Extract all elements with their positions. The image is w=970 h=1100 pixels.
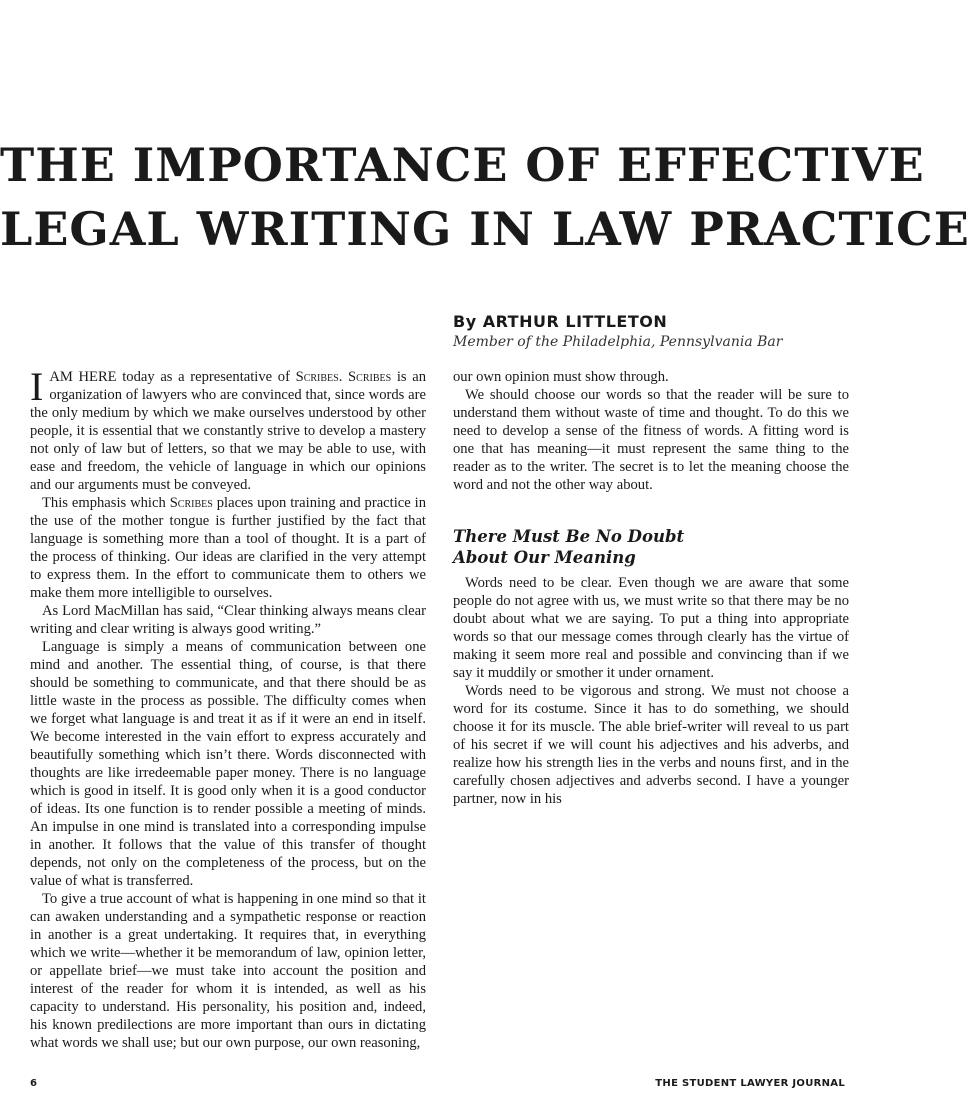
author-affiliation: Member of the Philadelphia, Pennsylvania Bar [453,334,783,350]
author-name: By ARTHUR LITTLETON [453,312,668,331]
paragraph-7: Words need to be clear. Even though we are aware that some people do not agree with us, we must write so that there may be no doubt about what we are saying. To put a thing into appropriate words so that our message comes through clearly has the virtue of making it seem more real and possible and convincing than if we say it muddily or smother it under ornament. [453,575,849,681]
paragraph-5: To give a true account of what is happening in one mind so that it can awaken understanding and a sympathetic response or reaction in another is a great undertaking. It requires that, in everything which we write—whether it be memorandum of law, opinion letter, or appellate brief—we must take into account the position and interest of the reader for whom it is intended, as well as his capacity to understand. His personality, his position and, indeed, his known predilections are more important than ours in dictating what words we shall use; but our own purpose, our own reasoning, [30,891,426,1051]
text-column-right [453,368,849,1068]
article-title-line-2: LEGAL WRITING IN LAW PRACTICE [0,202,970,256]
section-subheading [453,526,849,568]
paragraph-1-mid: . [338,369,349,385]
article-title-line-1: THE IMPORTANCE OF EFFECTIVE [0,138,925,192]
drop-cap: I [30,364,44,409]
page-number: 6 [30,1078,37,1089]
journal-name: THE STUDENT LAWYER JOURNAL [655,1078,845,1089]
paragraph-1-rest: is an organization of lawyers who are convinced that, since words are the only medium by which we make ourselves understood by other people, it is essential that we constantly strive to develop a mastery not only of law but of letters, so that we may be able to use, with ease and freedom, the vehicle of language in which our opinions and our arguments must be conveyed. [30,369,427,493]
paragraph-3: As Lord MacMillan has said, “Clear thinking always means clear writing and clear writing is always good writing.” [30,603,426,637]
paragraph-1 [30,364,427,494]
scribes-name: Scribes [169,495,213,511]
byline [453,312,782,350]
paragraph-5-continued: our own opinion must show through. [453,369,669,385]
subheading-line-2: About Our Meaning [453,548,636,567]
subheading-line-1: There Must Be No Doubt [453,527,685,546]
paragraph-2-rest: places upon training and practice in the use of the mother tongue is further justified by the fact that language is something more than a tool of thought. It is a part of the process of thinking. Our ideas are clarified in the very attempt to express them. In the effort to communicate them to others we make them more intelligible to ourselves. [30,495,426,601]
paragraph-6: We should choose our words so that the reader will be sure to understand them without waste of time and thought. To do this we need to develop a sense of the fitness of words. A fitting word is one that has meaning—it must represent the same thing to the reader as to the writer. The secret is to let the meaning choose the word and not the other way about. [453,387,849,493]
scribes-name: Scribes [348,369,392,385]
scribes-name: Scribes [295,369,339,385]
paragraph-8: Words need to be vigorous and strong. We must not choose a word for its costume. Since it has to do something, we should choose it for its muscle. The able brief-writer will reveal to us part of his secret if we will count his adjectives and his adverbs, and realize how his strength lies in the verbs and nouns first, and in the carefully chosen adjectives and adverbs second. I have a younger partner, now in his [453,683,849,807]
text-column-left [30,364,427,1068]
paragraph-1-lead: AM HERE today as a representative of [49,369,290,385]
paragraph-4: Language is simply a means of communication between one mind and another. The essential thing, of course, is that there should be something to communicate, and that there should be as little waste in the process as possible. The difficulty comes when we forget what language is and treat it as if it were an end in itself. We become interested in the vain effort to express accurately and beautifully something which isn’t there. Words disconnected with thoughts are like irredeemable paper money. There is no language which is good in itself. It is good only when it is a good conductor of ideas. Its one function is to render possible a meeting of minds. An impulse in one mind is translated into a corresponding impulse in another. It follows that the value of this transfer of thought depends, not only on the completeness of the process, but on the value of what is transferred. [30,639,426,889]
paragraph-2-start: This emphasis which [42,495,170,511]
paragraph-2 [30,494,426,602]
